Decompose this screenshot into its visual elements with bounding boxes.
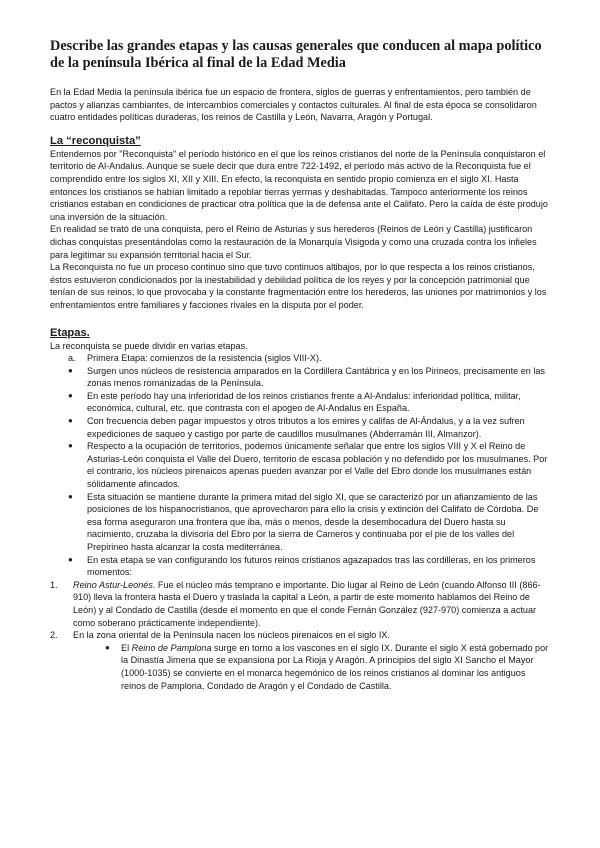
bullet-icon: ● xyxy=(68,416,73,426)
bullet-text: En este período hay una inferioridad de los reinos cristianos frente a Al-Andalus: inferioridad política, militar, económica, cultural, etc. que contrasta con el apogeo de Al-Andalus en España. xyxy=(87,390,521,414)
bullet-icon: ● xyxy=(68,441,73,451)
list-marker: a. xyxy=(68,353,76,364)
list-item xyxy=(50,415,550,440)
list-item xyxy=(50,554,550,579)
numbered-item-1 xyxy=(50,579,550,629)
kingdom-name: Reino Astur-Leonés xyxy=(73,579,153,590)
reconquista-paragraph-3: La Reconquista no fue un proceso continuo sino que tuvo continuos altibajos, por lo que respecta a los reinos cristianos, éstos estuvieron condicionados por la inestabilidad y debilidad política de los reyes y por la concepción patrimonial que tenían de sus reinos, lo que provocaba y la constante fragmentación entre los herederos, las uniones por matrimonios y los enfrentamientos entre familiares y facciones rivales en la disputa por el poder. xyxy=(50,262,547,310)
bullet-text: Esta situación se mantiene durante la primera mitad del siglo XI, que se caracterizó por un afianzamiento de las posiciones de los hispanocristianos, que aprovecharon para ello la crisis y extinción del Califato de Córdoba. De esa forma aseguraron una frontera que iba, más o menos, desde la desembocadura del Duero hasta su nacimiento, cruzaba la divisoria del Ebro por la sierra de Cameros y continuaba por el pie de los valles del Prepirineo hasta alcanzar la costa mediterránea. xyxy=(87,491,539,552)
reconquista-heading: La “reconquista” xyxy=(50,134,141,147)
bullet-text: Respecto a la ocupación de territorios, podemos únicamente señalar que entre los siglos VIII y X el Reino de Asturias-León conquista el Valle del Duero, territorio de escasa población y no defendido por los musulmanes. Por el contrario, los núcleos pirenaicos apenas pueden avanzar por el Valle del Ebro donde los musulmanes están sólidamente afincados. xyxy=(87,441,548,490)
etapas-intro: La reconquista se puede dividir en varias etapas. xyxy=(50,340,248,351)
numbered-item-text: En la zona oriental de la Península nacen los núcleos pirenaicos en el siglo IX. xyxy=(73,630,390,641)
bullet-text: En esta etapa se van configurando los futuros reinos cristianos agazapados tras las cordilleras, en los primeros momentos: xyxy=(87,554,536,578)
document-page xyxy=(50,38,550,692)
reconquista-paragraph-2: En realidad se trató de una conquista, pero el Reino de Asturias y sus herederos (Reinos de León y Castilla) justificaron dichas conquistas presentándolas como la restauración de la Monarquía Visigoda y como una cruzada contra los infieles para legitimar su expansión territorial hacia el Sur. xyxy=(50,224,537,260)
reconquista-paragraph-1: Entendemos por "Reconquista" el período histórico en el que los reinos cristianos del norte de la Península conquistaron el territorio de Al-Andalus. Aunque se suele decir que dura entre 722-1492, el período más activo de la Reconquista fue el comprendido entre los siglos XI, XII y XIII. En efecto, la reconquista en sentido propio comienza en el siglo XI. Hasta entonces los cristianos se habían limitado a repoblar tierras yermas y deshabitadas. Tampoco anteriormente los reinos cristianos estaban en condiciones de practicar otra política que la de defensa ante el Califato. Pero la caída de éste produjo una inversión de la situación. xyxy=(50,148,548,222)
list-item xyxy=(50,390,550,415)
list-item xyxy=(50,440,550,490)
bullet-icon: ● xyxy=(68,554,73,564)
bullet-text: Con frecuencia deben pagar impuestos y otros tributos a los emires y califas de Al-Ándalus, y a la vez sufren expediciones de saqueo y castigo por parte de caudillos musulmanes (Abderramán III, Almanzor). xyxy=(87,416,525,439)
sub-item-lead: El xyxy=(121,642,132,653)
sub-list-item xyxy=(50,642,550,692)
list-marker: 2. xyxy=(50,630,58,641)
bullet-icon: ● xyxy=(68,491,73,501)
numbered-item-2 xyxy=(50,629,550,642)
sub-item-text: surge en torno a los vascones en el siglo IX. Durante el siglo X está gobernado por la Dinastía Jimena que se expansiona por La Rioja y Aragón. A principios del siglo XI Sancho el Mayor (1000-1035) se convierte en el monarca hegemónico de los reinos cristianos al dominar los antiguos reinos de Pamplona, Condado de Aragón y el Condado de Castilla. xyxy=(121,642,549,691)
list-item xyxy=(50,491,550,554)
etapas-heading: Etapas. xyxy=(50,326,90,339)
list-item xyxy=(50,365,550,390)
stage-a-item xyxy=(50,352,550,365)
kingdom-name: Reino de Pamplona xyxy=(131,642,212,653)
bullet-text: Surgen unos núcleos de resistencia amparados en la Cordillera Cantábrica y en los Pirineos, precisamente en las zonas menos romanizadas de la Península. xyxy=(87,365,545,389)
bullet-icon: ● xyxy=(68,390,73,400)
document-title: Describe las grandes etapas y las causas generales que conducen al mapa político de la península Ibérica al final de la Edad Media xyxy=(50,38,542,71)
stage-a-text: Primera Etapa: comienzos de la resistencia (siglos VIII-X). xyxy=(87,353,322,364)
intro-paragraph: En la Edad Media la península ibérica fue un espacio de frontera, siglos de guerras y enfrentamientos, pero también de pactos y alianzas cambiantes, de intercambios comerciales y contactos culturales. Al final de esta época se consolidaron cuatro entidades políticas duraderas, los reinos de Castilla y León, Navarra, Aragón y Portugal. xyxy=(50,87,537,123)
numbered-item-text: . Fue el núcleo más temprano e importante. Dio lugar al Reino de León (cuando Alfonso III (866-910) lleva la frontera hasta el Duero y traslada la capital a León, a partir de este momento hablamos del Reino de León) y al Condado de Castilla (desde el momento en que el conde Fernán González (927-970) comienza a actuar como soberano prácticamente independiente). xyxy=(73,579,541,628)
list-marker: 1. xyxy=(50,579,58,590)
bullet-icon: ● xyxy=(105,642,110,652)
bullet-icon: ● xyxy=(68,365,73,375)
